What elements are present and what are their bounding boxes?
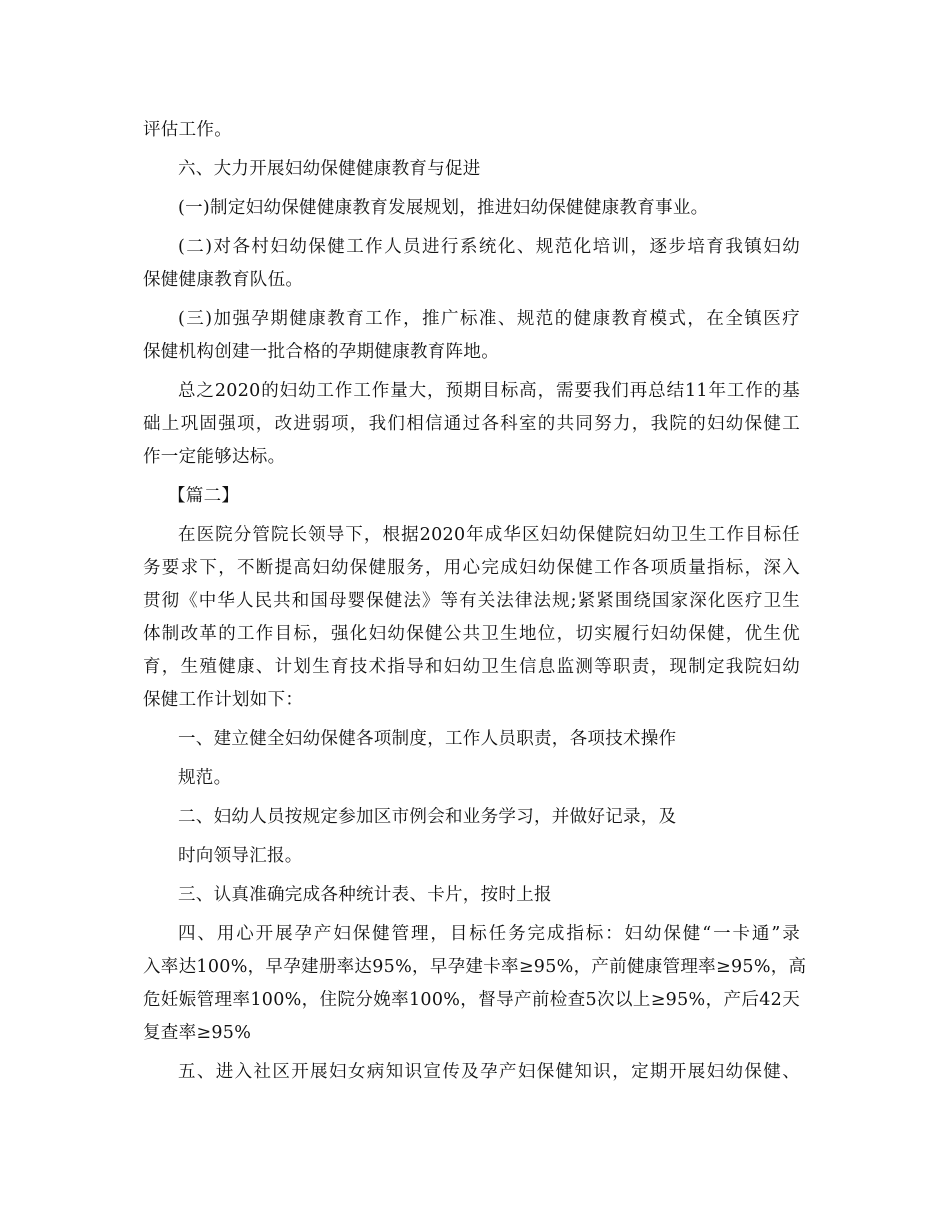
section-heading: 六、大力开展妇幼保健健康教育与促进	[178, 159, 481, 179]
text-line: 评估工作。	[143, 120, 232, 140]
text-line: (一)制定妇幼保健健康教育发展规划，推进妇幼保健健康教育事业。	[178, 198, 709, 218]
text-line: 础上巩固强项，改进弱项，我们相信通过各科室的共同努力，我院的妇幼保健工	[143, 414, 800, 434]
text-line: 二、妇幼人员按规定参加区市例会和业务学习，并做好记录，及	[178, 807, 677, 827]
section-heading: 【篇二】	[168, 486, 240, 506]
text-line: 总之2020的妇幼工作工作量大，预期目标高，需要我们再总结11年工作的基	[178, 381, 800, 401]
text-line: (二)对各村妇幼保健工作人员进行系统化、规范化培训，逐步培育我镇妇幼	[178, 237, 800, 257]
text-line: 复查率≥95%	[143, 1023, 252, 1043]
text-line: 时向领导汇报。	[178, 846, 303, 866]
text-line: 务要求下，不断提高妇幼保健服务，用心完成妇幼保健工作各项质量指标，深入	[143, 558, 800, 578]
text-line: 三、认真准确完成各种统计表、卡片，按时上报	[178, 885, 552, 905]
text-line: 保健机构创建一批合格的孕期健康教育阵地。	[143, 342, 499, 362]
text-line: 入率达100%，早孕建册率达95%，早孕建卡率≥95%，产前健康管理率≥95%，高	[143, 957, 807, 977]
text-line: 五、进入社区开展妇女病知识宣传及孕产妇保健知识，定期开展妇幼保健、	[178, 1062, 800, 1082]
text-line: 规范。	[178, 768, 232, 788]
text-line: 四、用心开展孕产妇保健管理，目标任务完成指标：妇幼保健“一卡通”录	[178, 924, 800, 944]
text-line: 危妊娠管理率100%，住院分娩率100%，督导产前检查5次以上≥95%，产后42天	[143, 990, 800, 1010]
text-line: 在医院分管院长领导下，根据2020年成华区妇幼保健院妇幼卫生工作目标任	[178, 525, 800, 545]
text-line: 一、建立健全妇幼保健各项制度，工作人员职责，各项技术操作	[178, 729, 677, 749]
text-line: 育，生殖健康、计划生育技术指导和妇幼卫生信息监测等职责，现制定我院妇幼	[143, 657, 800, 677]
text-line: 作一定能够达标。	[143, 447, 286, 467]
text-line: 保健健康教育队伍。	[143, 270, 304, 290]
text-line: (三)加强孕期健康教育工作，推广标准、规范的健康教育模式，在全镇医疗	[178, 309, 800, 329]
text-line: 贯彻《中华人民共和国母婴保健法》等有关法律法规;紧紧围绕国家深化医疗卫生	[143, 591, 800, 611]
text-line: 体制改革的工作目标，强化妇幼保健公共卫生地位，切实履行妇幼保健，优生优	[143, 624, 800, 644]
text-line: 保健工作计划如下：	[143, 690, 304, 710]
